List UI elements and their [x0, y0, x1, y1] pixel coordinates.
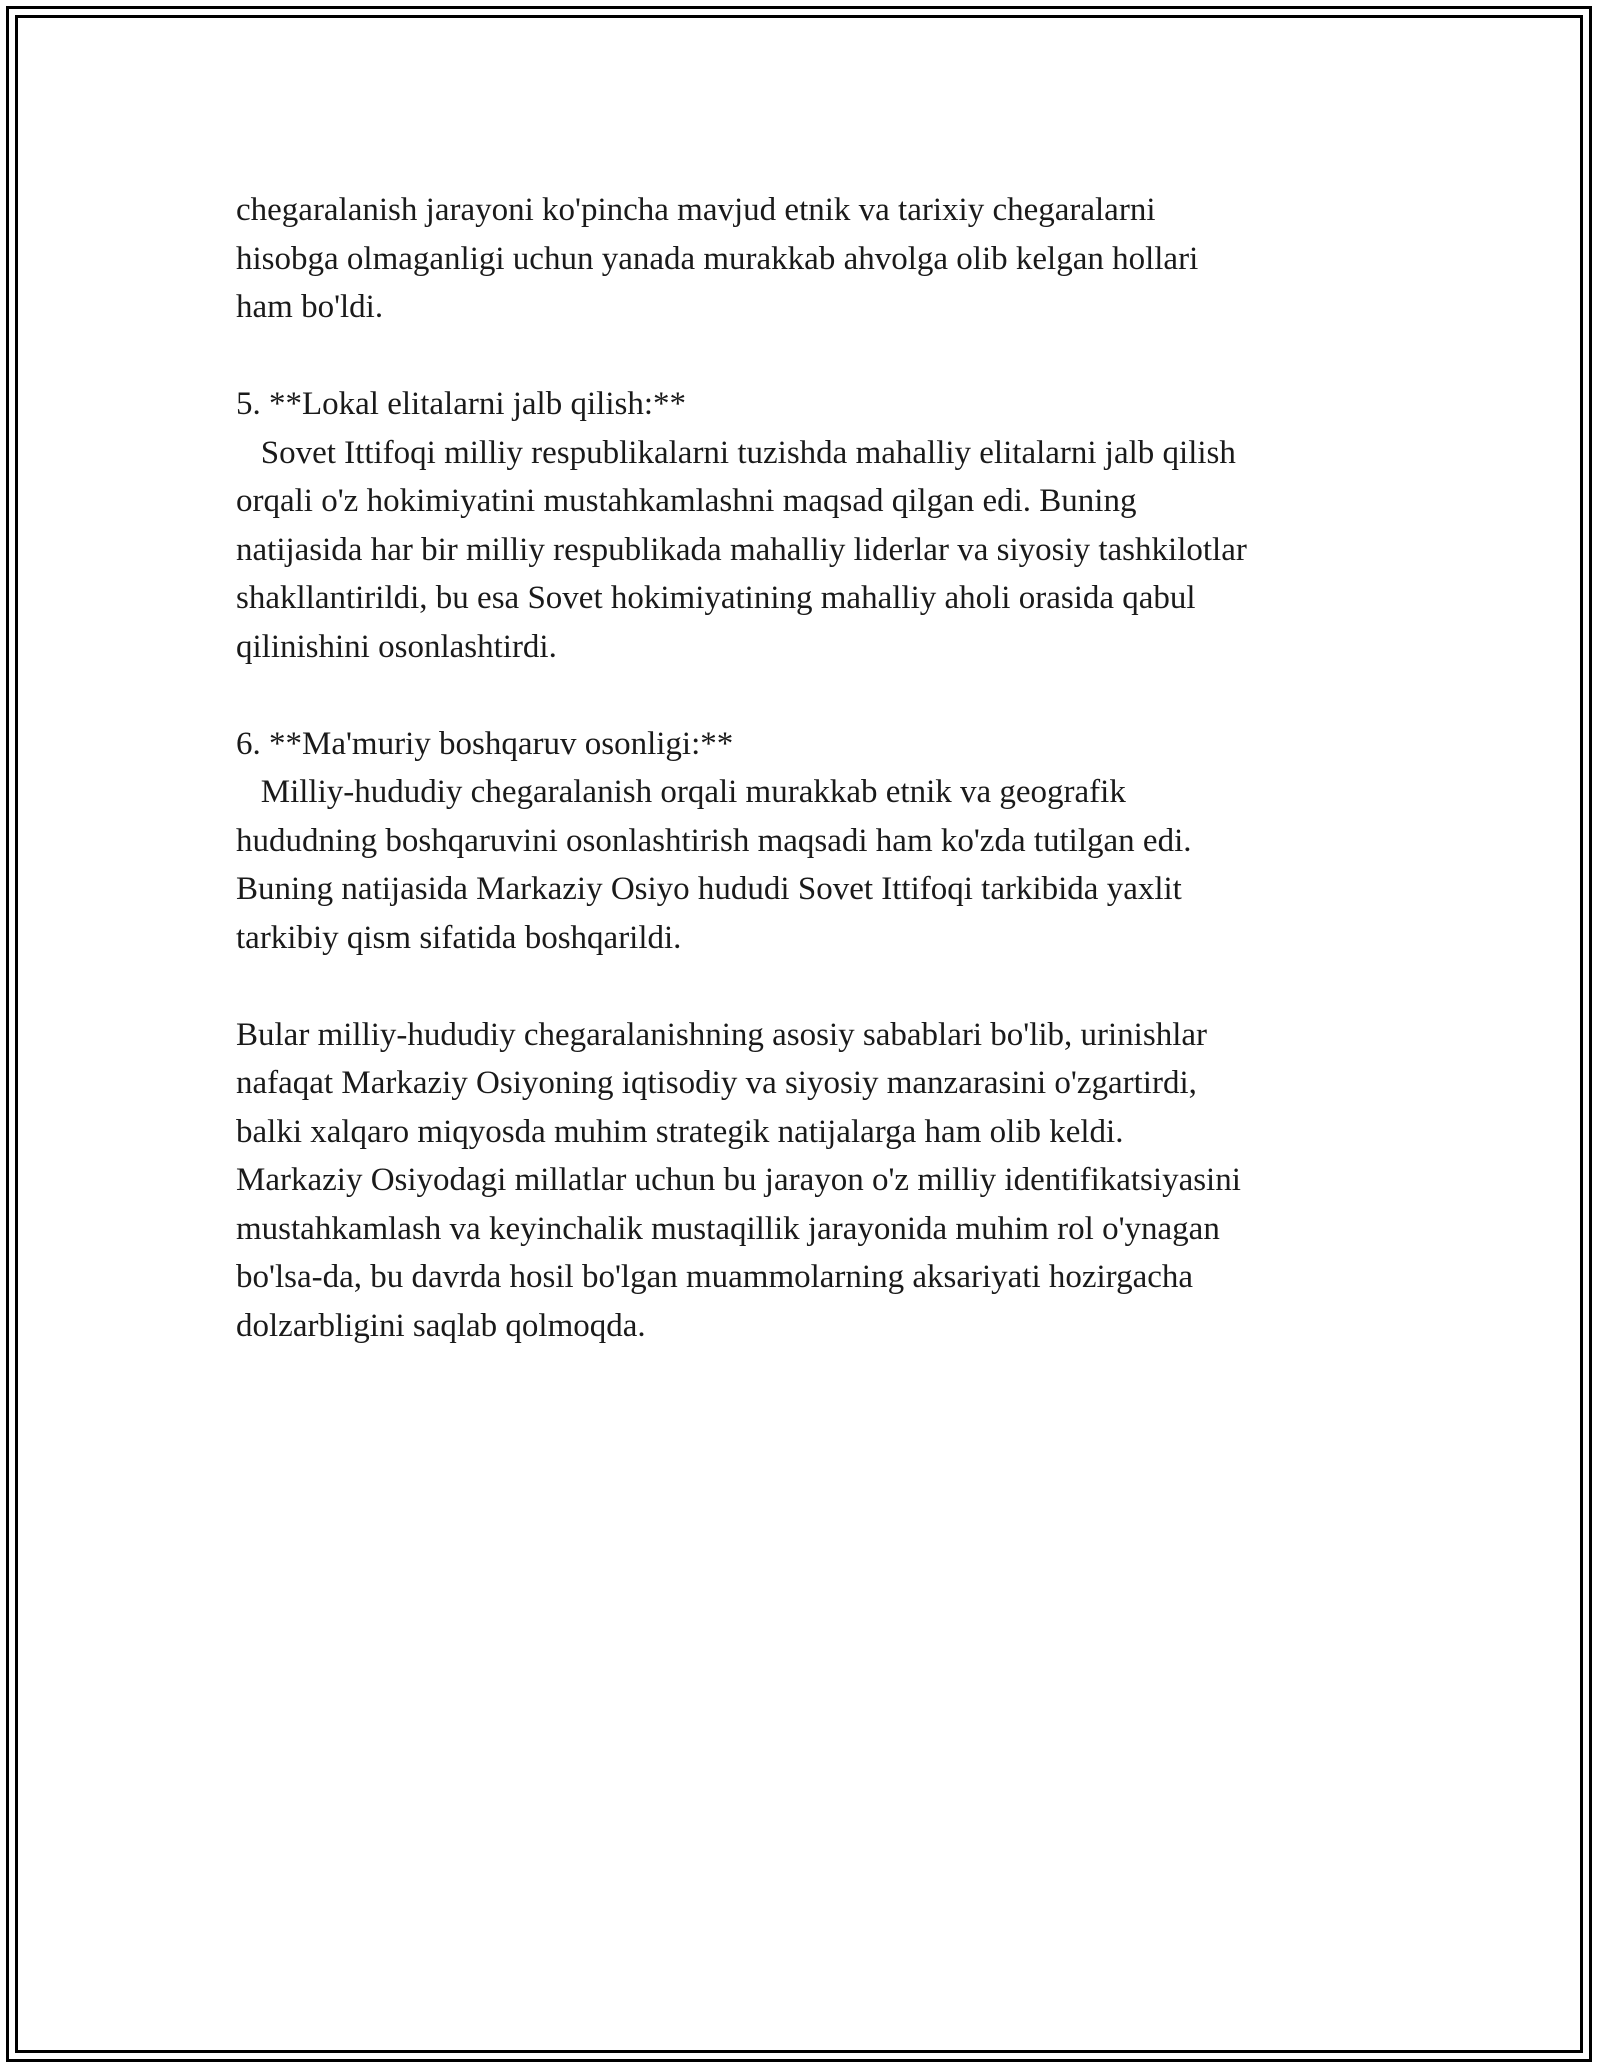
section-5	[236, 380, 1406, 671]
text-line: bo'lsa-da, bu davrda hosil bo'lgan muammolarning aksariyati hozirgacha	[236, 1259, 1194, 1295]
text-line: tarkibiy qism sifatida boshqarildi.	[236, 919, 682, 956]
text-line: Sovet Ittifoqi milliy respublikalarni tuzishda mahalliy elitalarni jalb qilish	[236, 434, 1236, 471]
section-6-heading: 6. **Ma'muriy boshqaruv osonligi:**	[236, 725, 734, 762]
text-line: Buning natijasida Markaziy Osiyo hududi Sovet Ittifoqi tarkibida yaxlit	[236, 871, 1182, 907]
conclusion-paragraph	[236, 1011, 1406, 1351]
text-line: ham bo'ldi.	[236, 289, 384, 325]
text-line: shakllantirildi, bu esa Sovet hokimiyatining mahalliy aholi orasida qabul	[236, 580, 1196, 616]
text-line: orqali o'z hokimiyatini mustahkamlashni maqsad qilgan edi. Buning	[236, 483, 1137, 519]
text-line: Markaziy Osiyodagi millatlar uchun bu jarayon o'z milliy identifikatsiyasini	[236, 1162, 1241, 1198]
text-line: hududning boshqaruvini osonlashtirish maqsadi ham ko'zda tutilgan edi.	[236, 822, 1192, 859]
paragraph-spacer	[236, 671, 1406, 720]
section-5-heading: 5. **Lokal elitalarni jalb qilish:**	[236, 386, 686, 422]
text-line: qilinishini osonlashtirdi.	[236, 628, 557, 665]
text-line: chegaralanish jarayoni ko'pincha mavjud etnik va tarixiy chegaralarni	[236, 192, 1156, 228]
document-body	[236, 186, 1406, 1350]
text-line: Bular milliy-hududiy chegaralanishning asosiy sabablari bo'lib, urinishlar	[236, 1016, 1208, 1053]
paragraph-spacer	[236, 962, 1406, 1011]
text-line: balki xalqaro miqyosda muhim strategik natijalarga ham olib keldi.	[236, 1113, 1124, 1150]
text-line: mustahkamlash va keyinchalik mustaqillik jarayonida muhim rol o'ynagan	[236, 1210, 1220, 1247]
text-line: hisobga olmaganligi uchun yanada murakkab ahvolga olib kelgan hollari	[236, 240, 1199, 277]
text-line: nafaqat Markaziy Osiyoning iqtisodiy va siyosiy manzarasini o'zgartirdi,	[236, 1065, 1197, 1101]
text-line: natijasida har bir milliy respublikada mahalliy liderlar va siyosiy tashkilotlar	[236, 531, 1247, 568]
section-6	[236, 720, 1406, 963]
paragraph-spacer	[236, 332, 1406, 381]
intro-paragraph	[236, 186, 1406, 332]
text-line: Milliy-hududiy chegaralanish orqali murakkab etnik va geografik	[236, 774, 1126, 810]
text-line: dolzarbligini saqlab qolmoqda.	[236, 1307, 646, 1344]
